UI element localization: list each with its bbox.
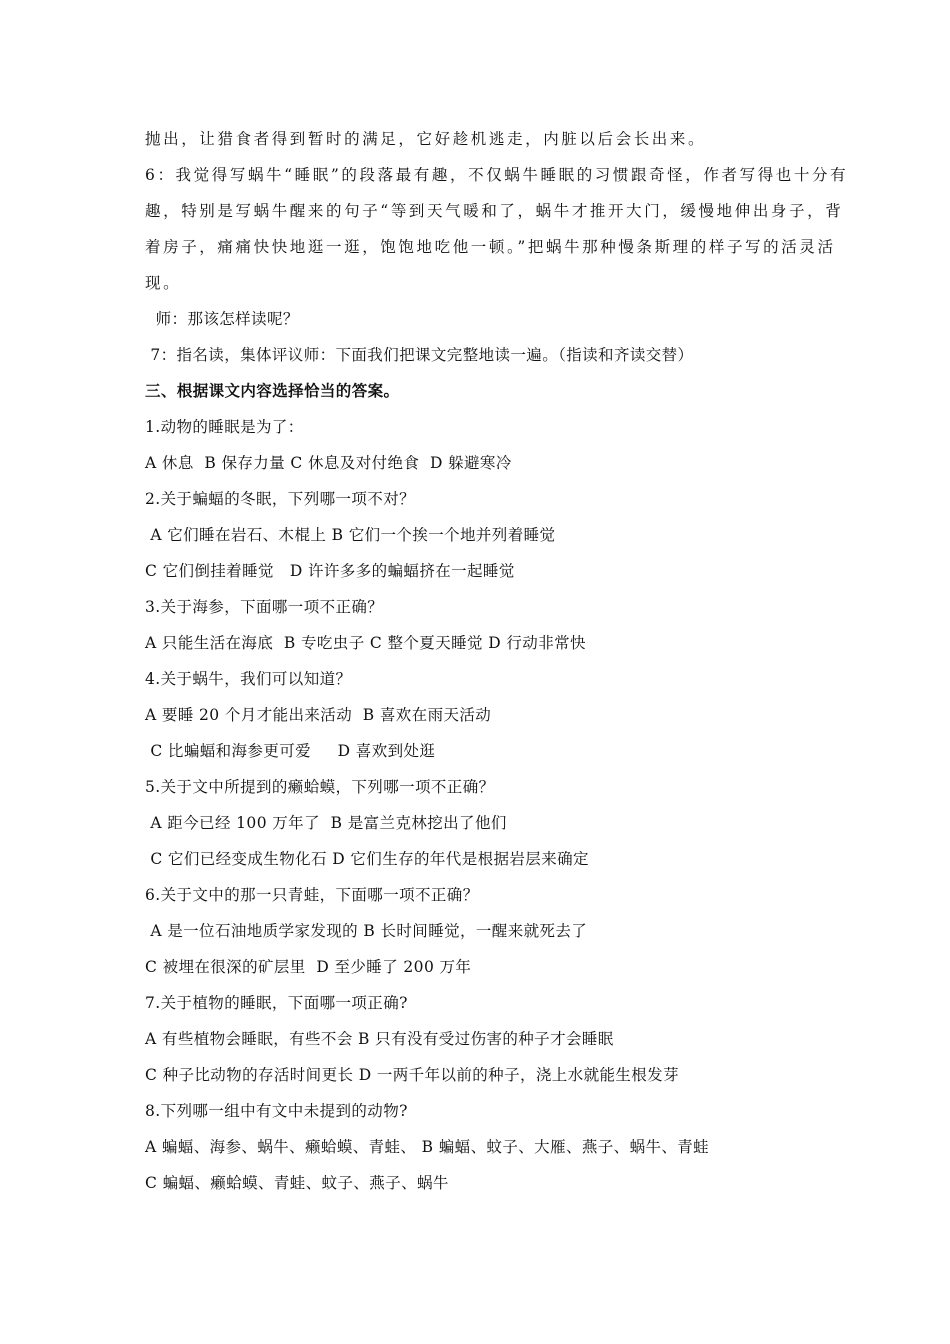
answer-options: A 距今已经 100 万年了 B 是富兰克林挖出了他们: [145, 814, 507, 832]
question-text: 4.关于蜗牛，我们可以知道？: [145, 670, 352, 688]
paragraph-line: 7：指名读，集体评议师：下面我们把课文完整地读一遍。（指读和齐读交替）: [145, 346, 694, 364]
paragraph-line: 6：我觉得写蜗牛“睡眠”的段落最有趣，不仅蜗牛睡眠的习惯跟奇怪，作者写得也十分有: [145, 166, 849, 184]
section-heading: 三、根据课文内容选择恰当的答案。: [145, 381, 400, 400]
paragraph-line: 趣，特别是写蜗牛醒来的句子“等到天气暖和了，蜗牛才推开大门，缓慢地伸出身子，背: [145, 202, 844, 220]
teacher-question: 师：那该怎样读呢？: [145, 310, 299, 328]
paragraph-line: 着房子，痛痛快快地逛一逛，饱饱地吃他一顿。”把蜗牛那种慢条斯理的样子写的活灵活: [145, 238, 836, 256]
answer-options: A 蝙蝠、海参、蜗牛、癞蛤蟆、青蛙、 B 蝙蝠、蚊子、大雁、燕子、蜗牛、青蛙: [145, 1138, 710, 1156]
answer-options: A 有些植物会睡眠，有些不会 B 只有没有受过伤害的种子才会睡眠: [145, 1030, 614, 1048]
question-text: 1.动物的睡眠是为了：: [145, 418, 304, 436]
answer-options: A 休息 B 保存力量 C 休息及对付绝食 D 躲避寒冷: [145, 454, 512, 472]
answer-options: C 种子比动物的存活时间更长 D 一两千年以前的种子，浇上水就能生根发芽: [145, 1066, 679, 1084]
answer-options: A 它们睡在岩石、木棍上 B 它们一个挨一个地并列着睡觉: [145, 526, 556, 544]
question-text: 3.关于海参，下面哪一项不正确？: [145, 598, 384, 616]
question-text: 5.关于文中所提到的癞蛤蟆，下列哪一项不正确？: [145, 778, 495, 796]
question-text: 7.关于植物的睡眠，下面哪一项正确?: [145, 994, 408, 1012]
paragraph-line: 现。: [145, 274, 182, 292]
answer-options: C 蝙蝠、癞蛤蟆、青蛙、蚊子、燕子、蜗牛: [145, 1174, 449, 1192]
question-text: 8.下列哪一组中有文中未提到的动物?: [145, 1102, 408, 1120]
answer-options: C 被埋在很深的矿层里 D 至少睡了 200 万年: [145, 958, 472, 976]
answer-options: C 它们倒挂着睡觉 D 许许多多的蝙蝠挤在一起睡觉: [145, 562, 515, 580]
question-text: 2.关于蝙蝠的冬眠，下列哪一项不对？: [145, 490, 415, 508]
answer-options: C 它们已经变成生物化石 D 它们生存的年代是根据岩层来确定: [145, 850, 589, 868]
paragraph-line: 抛出，让猎食者得到暂时的满足，它好趁机逃走，内脏以后会长出来。: [145, 130, 707, 148]
question-text: 6.关于文中的那一只青蛙，下面哪一项不正确？: [145, 886, 479, 904]
answer-options: C 比蝙蝠和海参更可爱 D 喜欢到处逛: [145, 742, 436, 760]
answer-options: A 要睡 20 个月才能出来活动 B 喜欢在雨天活动: [145, 706, 492, 724]
answer-options: A 只能生活在海底 B 专吃虫子 C 整个夏天睡觉 D 行动非常快: [145, 634, 586, 652]
answer-options: A 是一位石油地质学家发现的 B 长时间睡觉，一醒来就死去了: [145, 922, 588, 940]
